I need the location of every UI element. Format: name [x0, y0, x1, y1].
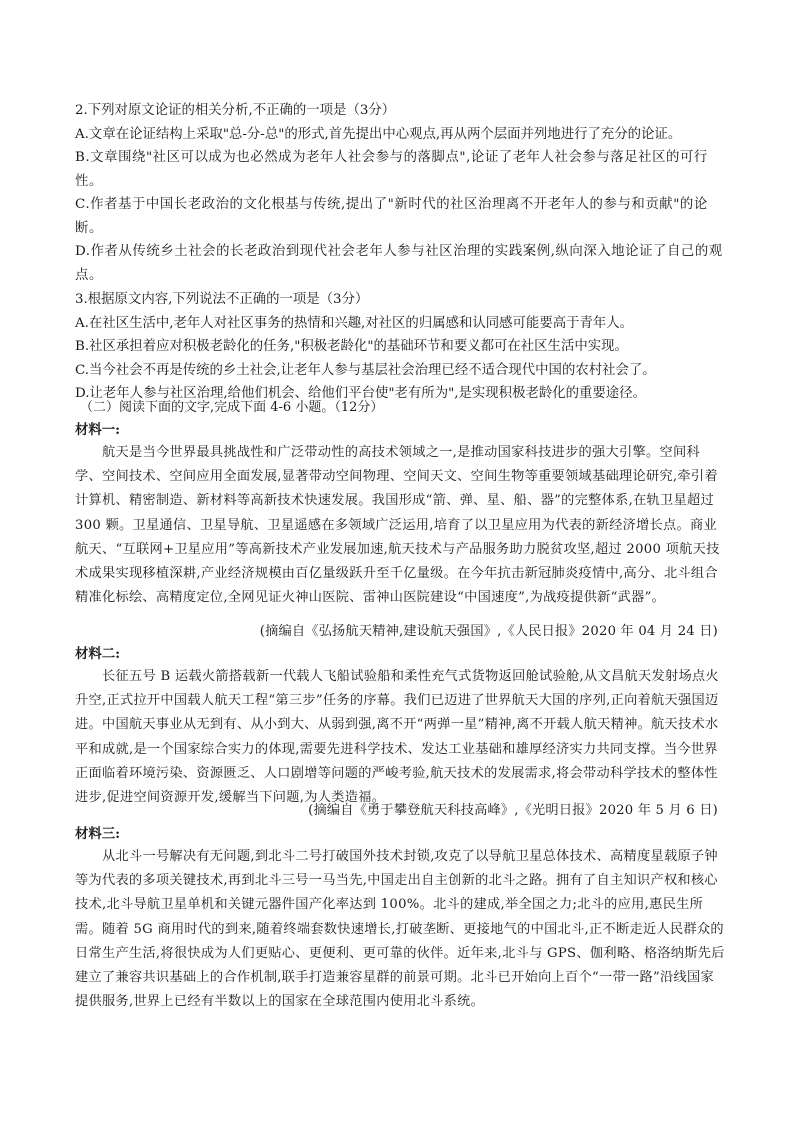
material-three-body: 从北斗一号解决有无问题,到北斗二号打破国外技术封锁,攻克了以导航卫星总体技术、高精度星载原子钟等为代表的多项关键技术,再到北斗三号一马当先,中国走出自主创新的北斗之路。拥有了自主知识产权和核心技术,北斗导航卫星单机和关键元器件国产化率达到 100%。北斗的建成,举全国之力;北斗的应用,惠民生所需。随着 5G 商用时代的到来,随着终端套数快速增长,打破垄断、更接地气的中国北斗,正不断走近人民群众的日常生产生活,将很快成为人们更贴心、更便利、更可靠的伙伴。近年来,北斗与 GPS、伽利略、格洛纳斯先后建立了兼容共识基础上的合作机制,联手打造兼容星群的前景可期。北斗已开始向上百个“一带一路”沿线国家提供服务,世界上已经有半数以上的国家在全球范围内使用北斗系统。 — [75, 849, 725, 1010]
question-3-option-d: D.让老年人参与社区治理,给他们机会、给他们平台使"老有所为",是实现积极老龄化的重要途径。 — [75, 386, 646, 401]
question-2-option-a: A.文章在论证结构上采取"总-分-总"的形式,首先提出中心观点,再从两个层面并列地进行了充分的论证。 — [75, 126, 682, 142]
material-one-label: 材料一: — [75, 422, 121, 438]
material-three-label: 材料三: — [75, 826, 121, 842]
section-two-heading: （二）阅读下面的文字,完成下面 4-6 小题。（12分） — [80, 400, 384, 415]
material-two-text — [75, 665, 725, 810]
material-one-body: 航天是当今世界最具挑战性和广泛带动性的高技术领域之一,是推动国家科技进步的强大引擎。空间科学、空间技术、空间应用全面发展,显著带动空间物理、空间天文、空间生物等重要领域基础理论研究,牵引着计算机、精密制造、新材料等高新技术快速发展。我国形成“箭、弹、星、船、器”的完整体系,在轨卫星超过 300 颗。卫星通信、卫星导航、卫星遥感在多领域广泛运用,培育了以卫星应用为代表的新经济增长点。商业航天、“互联网+卫星应用”等高新技术产业发展加速,航天技术与产品服务助力脱贫攻坚,超过 2000 项航天技术成果实现移植深耕,产业经济规模由百亿量级跃升至千亿量级。在今年抗击新冠肺炎疫情中,高分、北斗组合精准化标绘、高精度定位,全网见证火神山医院、雷神山医院建设“中国速度”,为战疫提供新“武器”。 — [75, 445, 720, 606]
question-2-stem: 2.下列对原文论证的相关分析,不正确的一项是（3分） — [75, 103, 396, 118]
material-two-body: 长征五号 B 运载火箭搭载新一代载人飞船试验船和柔性充气式货物返回舱试验舱,从文昌航天发射场点火升空,正式拉开中国载人航天工程“第三步”任务的序幕。我们已迈进了世界航天大国的序列,正向着航天强国迈进。中国航天事业从无到有、从小到大、从弱到强,离不开“两弹一星”精神,离不开载人航天精神。航天技术水平和成就,是一个国家综合实力的体现,需要先进科学技术、发达工业基础和雄厚经济实力共同支撑。当今世界正面临着环境污染、资源匮乏、人口剧增等问题的严峻考验,航天技术的发展需求,将会带动科学技术的整体性进步,促进空间资源开发,缓解当下问题,为人类造福。 — [75, 669, 719, 806]
question-2 — [75, 99, 725, 287]
question-3 — [75, 288, 725, 406]
material-three-text — [75, 845, 725, 1014]
material-one-source: (摘编自《弘扬航天精神,建设航天强国》,《人民日报》2020 年 04 月 24 日) — [259, 624, 718, 639]
material-one-text — [75, 441, 725, 610]
question-2-option-d: D.作者从传统乡土社会的长老政治到现代社会老年人参与社区治理的实践案例,纵向深入地论证了自己的观点。 — [75, 244, 723, 283]
question-2-option-b: B.文章围绕"社区可以成为也必然成为老年人社会参与的落脚点",论证了老年人社会参与落足社区的可行性。 — [75, 150, 708, 189]
material-two-source: (摘编自《勇于攀登航天科技高峰》,《光明日报》2020 年 5 月 6 日) — [308, 803, 718, 818]
question-2-option-c: C.作者基于中国长老政治的文化根基与传统,提出了"新时代的社区治理离不开老年人的参与和贡献"的论断。 — [75, 197, 708, 236]
question-3-option-c: C.当今社会不再是传统的乡土社会,让老年人参与基层社会治理已经不适合现代中国的农村社会了。 — [75, 362, 656, 378]
question-3-option-b: B.社区承担着应对积极老龄化的任务,"积极老龄化"的基础环节和要义都可在社区生活中实现。 — [75, 339, 628, 354]
question-3-stem: 3.根据原文内容,下列说法不正确的一项是（3分） — [75, 292, 369, 307]
question-3-option-a: A.在社区生活中,老年人对社区事务的热情和兴趣,对社区的归属感和认同感可能要高于青年人。 — [75, 315, 634, 331]
material-two-label: 材料二: — [75, 646, 121, 662]
